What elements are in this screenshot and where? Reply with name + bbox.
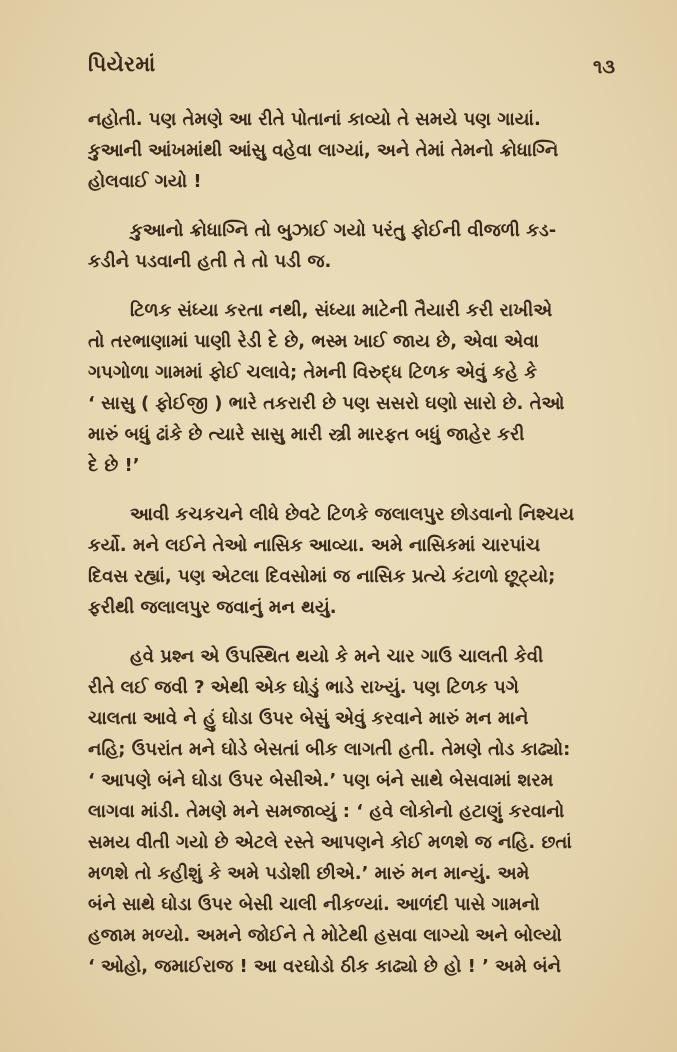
page-body — [88, 104, 618, 982]
text-line: ટિળક સંધ્યા કરતા નથી, સંધ્યા માટેની તૈયારી કરી રાખીએ — [130, 300, 553, 321]
text-line: લાગવા માંડી. તેમણે મને સમજાવ્યું : ‘ હવે લોકોનો હટાણું કરવાનો — [88, 801, 565, 822]
text-line: ‘ ઓહો, જમાઈરાજ ! આ વરઘોડો ઠીક કાઢ્યો છે હો ! ’ અમે બંને — [88, 956, 561, 977]
text-line: રીતે લઈ જવી ? એથી એક ઘોડું ભાડે રાખ્યું. પણ ટિળક પગે — [88, 677, 519, 698]
paragraph-gap — [88, 623, 618, 641]
text-line: આવી કચકચને લીધે છેવટે ટિળકે જલાલપુર છોડવાનો નિશ્ચય — [130, 504, 575, 525]
paragraph-3 — [88, 295, 618, 481]
running-head: પિયેરમાં — [88, 52, 156, 76]
text-line: મળશે તો કહીશું કે અમે પડોશી છીએ.’ મારું મન માન્યું. અમે — [88, 863, 530, 884]
text-line: કુઆનો ક્રોધાગ્નિ તો બુઝાઈ ગયો પરંતુ ફોઈની વીજળી કડ- — [130, 220, 557, 241]
text-line: નહોતી. પણ તેમણે આ રીતે પોતાનાં કાવ્યો તે સમયે પણ ગાયાં. — [88, 109, 541, 130]
text-line: ‘ આપણે બંને ઘોડા ઉપર બેસીએ.’ પણ બંને સાથે બેસવામાં શરમ — [88, 770, 554, 791]
paragraph-1 — [88, 104, 618, 197]
text-line: કડીને પડવાની હતી તે તો પડી જ. — [88, 251, 332, 272]
paragraph-gap — [88, 481, 618, 499]
text-line: દિવસ રહ્યાં, પણ એટલા દિવસોમાં જ નાસિક પ્રત્યે કંટાળો છૂટ્યો; — [88, 566, 556, 587]
text-line: હવે પ્રશ્ન એ ઉપસ્થિત થયો કે મને ચાર ગાઉ ચાલતી કેવી — [130, 646, 544, 667]
paragraph-5 — [88, 641, 618, 982]
page-number: ૧૩ — [593, 56, 615, 78]
text-line: સમય વીતી ગયો છે એટલે રસ્તે આપણને કોઈ મળશે જ નહિ. છતાં — [88, 832, 572, 853]
text-line: હજામ મળ્યો. અમને જોઈને તે મોટેથી હસવા લાગ્યો અને બોલ્યો — [88, 925, 562, 946]
text-line: મારું બધું ઢાંકે છે ત્યારે સાસુ મારી સ્ત્રી મારફત બધું જાહેર કરી — [88, 424, 525, 445]
paragraph-4 — [88, 499, 618, 623]
paragraph-gap — [88, 197, 618, 215]
paragraph-2 — [88, 215, 618, 277]
text-line: ફરીથી જલાલપુર જવાનું મન થયું. — [88, 597, 337, 618]
text-line: કર્યો. મને લઈને તેઓ નાસિક આવ્યા. અમે નાસિકમાં ચારપાંચ — [88, 535, 541, 556]
text-line: તો તરભાણામાં પાણી રેડી દે છે, ભસ્મ ખાઈ જાય છે, એવા એવા — [88, 331, 539, 352]
text-line: દે છે !’ — [88, 455, 140, 476]
text-line: ચાલતા આવે ને હું ઘોડા ઉપર બેસું એવું કરવાને મારું મન માને — [88, 708, 529, 729]
page-header — [88, 52, 615, 92]
paragraph-gap — [88, 277, 618, 295]
text-line: ‘ સાસુ ( ફોઈજી ) ભારે તકરારી છે પણ સસરો ઘણો સારો છે. તેઓ — [88, 393, 565, 414]
text-line: નહિ; ઉપરાંત મને ઘોડે બેસતાં બીક લાગતી હતી. તેમણે તોડ કાઢ્યો: — [88, 739, 571, 760]
text-line: કુઆની આંખમાંથી આંસુ વહેવા લાગ્યાં, અને તેમાં તેમનો ક્રોધાગ્નિ — [88, 140, 559, 161]
text-line: હોલવાઈ ગયો ! — [88, 171, 202, 192]
text-line: બંને સાથે ઘોડા ઉપર બેસી ચાલી નીકળ્યાં. આળંદી પાસે ગામનો — [88, 894, 540, 915]
text-line: ગપગોળા ગામમાં ફોઈ ચલાવે; તેમની વિરુદ્ધ ટિળક એવું કહે કે — [88, 362, 538, 383]
